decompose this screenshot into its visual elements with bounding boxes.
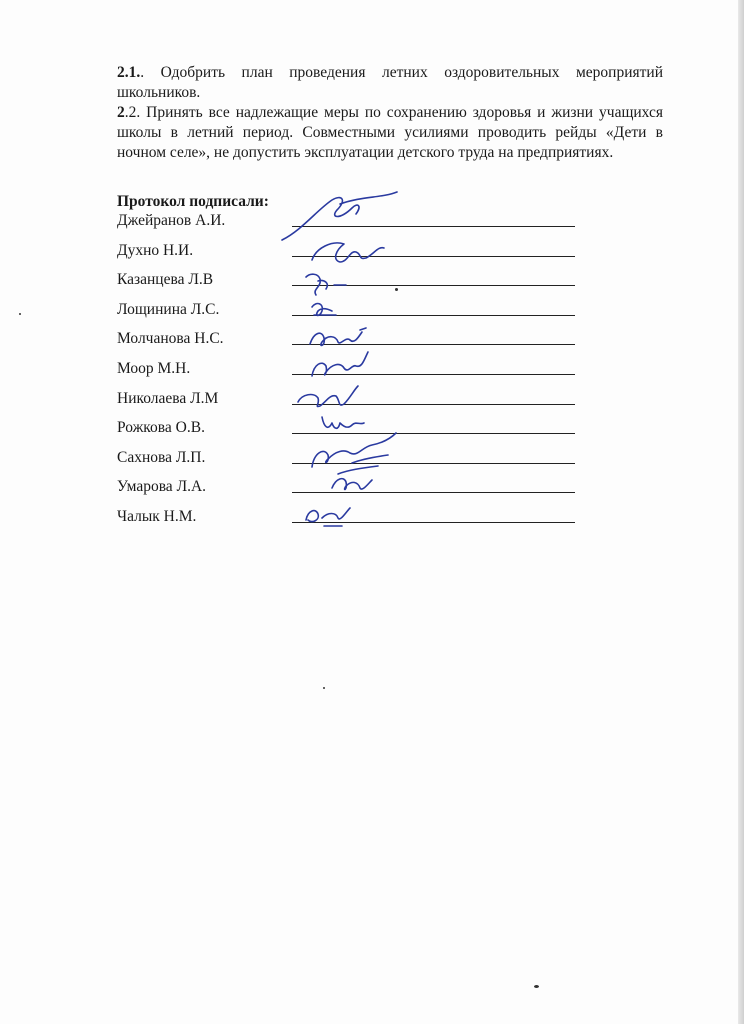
- signer-row: [117, 508, 587, 538]
- scan-speck: [534, 985, 539, 988]
- scan-speck: [323, 687, 325, 689]
- signers-heading: Протокол подписали:: [117, 193, 269, 210]
- signer-name: Казанцева Л.В: [117, 271, 214, 289]
- signer-name: Сахнова Л.П.: [117, 448, 206, 466]
- page-edge-shadow: [738, 0, 744, 1024]
- paragraph-2-2-text: .2. Принять все надлежащие меры по сохранению здоровья и жизни учащихся школы в летний период. Совместными усилиями проводить рейды «Дети в ночном селе», не допустить эксплуатации детского труда на предприятиях.: [117, 104, 663, 161]
- signer-name: Молчанова Н.С.: [117, 330, 224, 348]
- signer-name: Лощинина Л.С.: [117, 300, 220, 318]
- signer-name: Духно Н.И.: [117, 241, 194, 259]
- scan-speck: [395, 288, 398, 291]
- signer-name: Моор М.Н.: [117, 359, 191, 377]
- signers-list: [117, 212, 587, 538]
- paragraph-2-1-number: 2.1.: [117, 64, 141, 81]
- signature-image: [292, 496, 412, 536]
- signer-name: Джейранов А.И.: [117, 212, 226, 229]
- paragraph-2-2: [117, 103, 663, 163]
- paragraph-2-2-number: 2: [117, 104, 125, 121]
- signer-name: Чалык Н.М.: [117, 507, 197, 525]
- paragraph-2-1: [117, 63, 663, 103]
- signer-name: Рожкова О.В.: [117, 419, 205, 437]
- resolution-text: [117, 63, 663, 163]
- scan-speck: [19, 313, 21, 315]
- signer-name: Николаева Л.М: [117, 389, 219, 407]
- signer-name: Умарова Л.А.: [117, 478, 207, 496]
- paragraph-2-1-text: . Одобрить план проведения летних оздоровительных мероприятий школьников.: [117, 64, 663, 101]
